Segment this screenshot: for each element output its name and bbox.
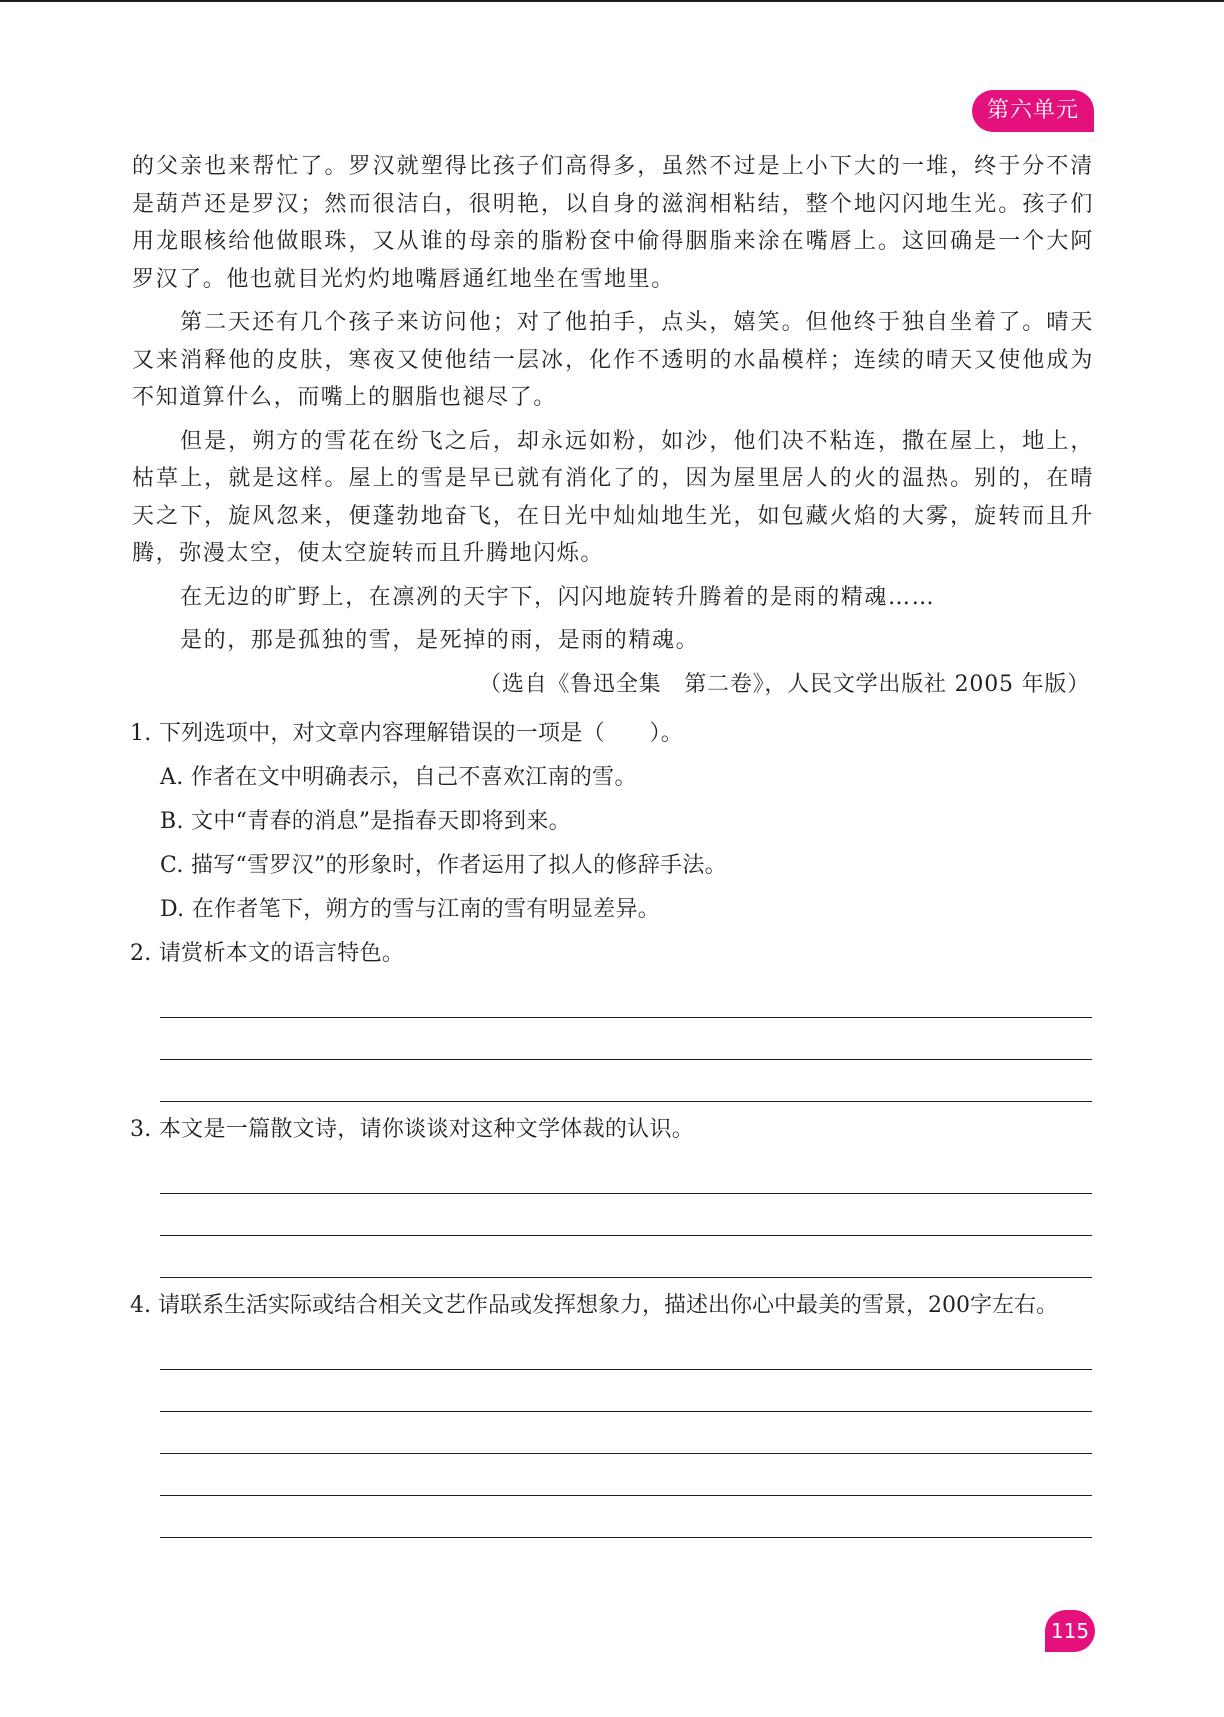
question-4-stem: 4. 请联系生活实际或结合相关文艺作品或发挥想象力，描述出你心中最美的雪景，200字左右。 — [130, 1293, 1058, 1318]
answer-line[interactable] — [160, 1060, 1092, 1102]
answer-line[interactable] — [160, 1454, 1092, 1496]
answer-line[interactable] — [160, 1018, 1092, 1060]
answer-line[interactable] — [160, 1236, 1092, 1278]
passage-paragraph-5: 是的，那是孤独的雪，是死掉的雨，是雨的精魂。 — [180, 628, 700, 653]
question-1-option-c: C. 描写“雪罗汉”的形象时，作者运用了拟人的修辞手法。 — [160, 853, 727, 878]
question-3-stem: 3. 本文是一篇散文诗，请你谈谈对这种文学体裁的认识。 — [130, 1117, 695, 1142]
passage-paragraph-2: 第二天还有几个孩子来访问他；对了他拍手，点头，嬉笑。但他终于独自坐着了。晴天又来消释他的皮肤，寒夜又使他结一层冰，化作不透明的水晶模样；连续的晴天又使他成为不知道算什么，而嘴上的胭脂也褪尽了。 — [132, 310, 1094, 410]
answer-line[interactable] — [160, 1194, 1092, 1236]
page-number: 115 — [1045, 1610, 1095, 1652]
passage-source: （选自《鲁迅全集 第二卷》，人民文学出版社 2005 年版） — [479, 671, 1090, 697]
question-1-option-a: A. 作者在文中明确表示，自己不喜欢江南的雪。 — [160, 765, 637, 790]
answer-line[interactable] — [160, 976, 1092, 1018]
question-1-option-b: B. 文中“青春的消息”是指春天即将到来。 — [160, 809, 571, 834]
question-1-stem: 1. 下列选项中，对文章内容理解错误的一项是（ ）。 — [130, 721, 684, 746]
question-1-option-d: D. 在作者笔下，朔方的雪与江南的雪有明显差异。 — [160, 897, 661, 922]
question-3-answer-area[interactable] — [160, 1152, 1092, 1278]
question-4-answer-area[interactable] — [160, 1328, 1092, 1538]
passage-paragraph-3: 但是，朔方的雪花在纷飞之后，却永远如粉，如沙，他们决不粘连，撒在屋上，地上，枯草上，就是这样。屋上的雪是早已就有消化了的，因为屋里居人的火的温热。别的，在晴天之下，旋风忽来，便蓬勃地奋飞，在日光中灿灿地生光，如包藏火焰的大雾，旋转而且升腾，弥漫太空，使太空旋转而且升腾地闪烁。 — [132, 428, 1094, 566]
questions — [130, 712, 1110, 1538]
question-2-stem: 2. 请赏析本文的语言特色。 — [130, 941, 405, 966]
question-2-answer-area[interactable] — [160, 976, 1092, 1102]
passage — [132, 148, 1094, 704]
answer-line[interactable] — [160, 1412, 1092, 1454]
passage-paragraph-4: 在无边的旷野上，在凛冽的天宇下，闪闪地旋转升腾着的是雨的精魂…… — [180, 584, 936, 610]
passage-paragraph-1: 的父亲也来帮忙了。罗汉就塑得比孩子们高得多，虽然不过是上小下大的一堆，终于分不清是葫芦还是罗汉；然而很洁白，很明艳，以自身的滋润相粘结，整个地闪闪地生光。孩子们用龙眼核给他做眼珠，又从谁的母亲的脂粉奁中偷得胭脂来涂在嘴唇上。这回确是一个大阿罗汉了。他也就目光灼灼地嘴唇通红地坐在雪地里。 — [132, 154, 1094, 292]
answer-line[interactable] — [160, 1328, 1092, 1370]
answer-line[interactable] — [160, 1496, 1092, 1538]
unit-badge: 第六单元 — [972, 90, 1094, 132]
answer-line[interactable] — [160, 1152, 1092, 1194]
answer-line[interactable] — [160, 1370, 1092, 1412]
top-rule — [0, 0, 1224, 2]
